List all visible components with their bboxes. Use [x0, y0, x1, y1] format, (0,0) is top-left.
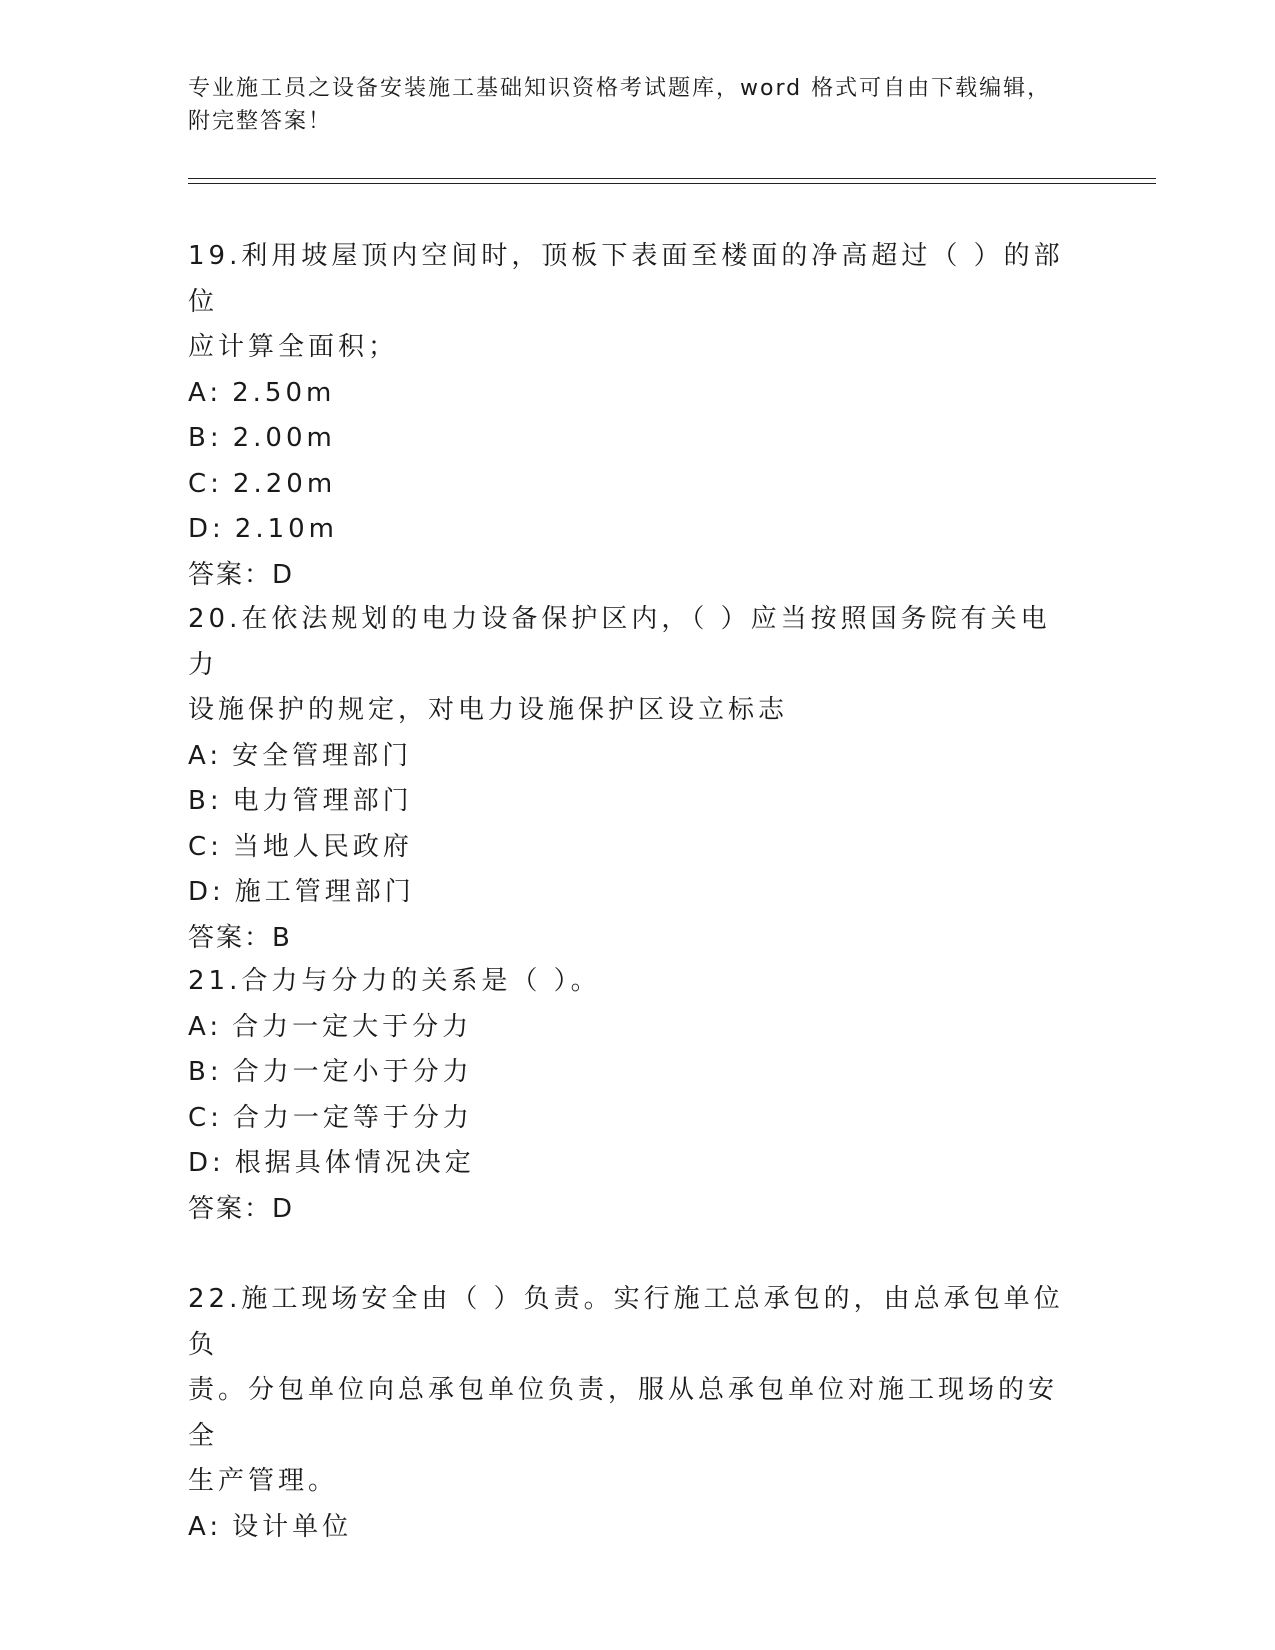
answer-line: 答案：D [188, 1193, 295, 1224]
option-a [188, 371, 1068, 417]
question-20 [188, 597, 1068, 961]
option-b [188, 1050, 1068, 1096]
option-d [188, 870, 1068, 916]
option-letter: C: [188, 831, 223, 862]
option-text: 设计单位 [232, 1511, 353, 1542]
option-a [188, 1005, 1068, 1051]
option-b [188, 416, 1068, 462]
question-stem [188, 1277, 1068, 1505]
option-letter: A: [188, 377, 223, 408]
option-letter: D: [188, 877, 225, 907]
question-stem [188, 959, 1068, 1005]
option-letter: A: [188, 1011, 223, 1042]
option-d [188, 1141, 1068, 1187]
option-text: 安全管理部门 [232, 740, 413, 771]
answer-line: 答案：D [188, 559, 295, 590]
stem-line: 生产管理。 [188, 1466, 339, 1496]
option-letter: B: [188, 786, 223, 816]
answer-line: 答案：B [188, 922, 292, 953]
option-text: 合力一定小于分力 [232, 1057, 473, 1087]
option-letter: D: [188, 1148, 225, 1178]
option-c [188, 462, 1068, 508]
option-letter: D: [188, 514, 225, 544]
option-b [188, 779, 1068, 825]
question-21 [188, 959, 1068, 1232]
option-letter: A: [188, 740, 223, 771]
document-header [188, 72, 1088, 138]
option-text: 2.20m [232, 468, 337, 499]
option-text: 施工管理部门 [234, 877, 415, 907]
stem-line: 20.在依法规划的电力设备保护区内，（ ）应当按照国务院有关电力 [188, 604, 1051, 680]
option-letter: C: [188, 1102, 223, 1133]
option-letter: C: [188, 468, 223, 499]
header-divider [188, 183, 1156, 184]
header-line: 附完整答案！ [188, 109, 333, 134]
option-c [188, 1096, 1068, 1142]
option-text: 合力一定大于分力 [232, 1011, 473, 1042]
question-22 [188, 1277, 1068, 1550]
question-stem [188, 234, 1068, 371]
option-text: 当地人民政府 [232, 831, 413, 862]
header-line: 专业施工员之设备安装施工基础知识资格考试题库，word 格式可自由下载编辑， [188, 76, 1052, 101]
option-d [188, 507, 1068, 553]
option-c [188, 825, 1068, 871]
option-text: 2.50m [232, 377, 336, 408]
stem-line: 责。分包单位向总承包单位负责，服从总承包单位对施工现场的安全 [188, 1375, 1059, 1451]
stem-line: 应计算全面积； [188, 332, 399, 362]
option-letter: B: [188, 1057, 223, 1087]
question-stem [188, 597, 1068, 734]
stem-line: 19.利用坡屋顶内空间时，顶板下表面至楼面的净高超过（ ）的部位 [188, 241, 1064, 317]
question-19 [188, 234, 1068, 598]
option-text: 合力一定等于分力 [232, 1102, 473, 1133]
stem-line: 21.合力与分力的关系是（ ）。 [188, 966, 601, 996]
option-letter: A: [188, 1511, 223, 1542]
option-a [188, 734, 1068, 780]
option-text: 根据具体情况决定 [234, 1148, 475, 1178]
header-divider [188, 178, 1156, 179]
stem-line: 设施保护的规定，对电力设施保护区设立标志 [188, 695, 789, 725]
option-text: 2.10m [234, 514, 338, 544]
option-text: 2.00m [232, 423, 336, 453]
option-text: 电力管理部门 [232, 786, 413, 816]
option-letter: B: [188, 423, 223, 453]
stem-line: 22.施工现场安全由（ ）负责。实行施工总承包的，由总承包单位负 [188, 1284, 1064, 1360]
option-a [188, 1505, 1068, 1551]
